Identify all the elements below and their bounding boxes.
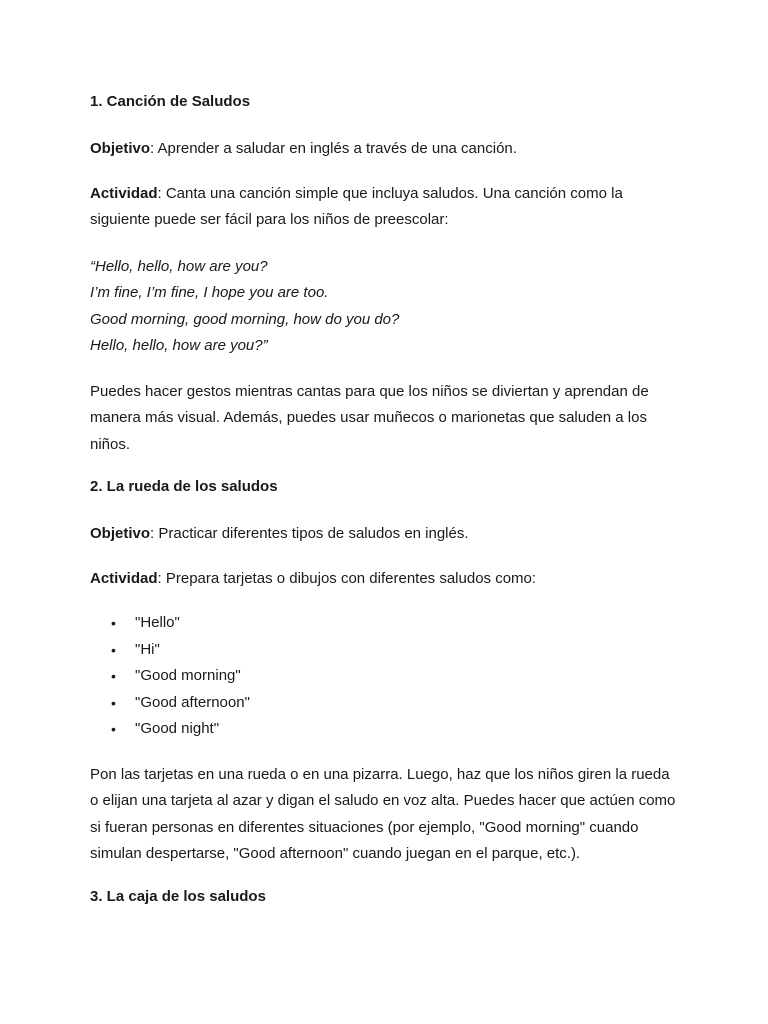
section-2-heading: 2. La rueda de los saludos bbox=[90, 478, 278, 495]
section-1-note: Puedes hacer gestos mientras cantas para que los niños se diviertan y aprendan de manera más visual. Además, puedes usar muñecos o marionetas que saluden a los niños. bbox=[90, 382, 649, 453]
list-item bbox=[90, 663, 682, 690]
section-2-objective bbox=[90, 521, 682, 548]
objective-text: : Practicar diferentes tipos de saludos en inglés. bbox=[150, 525, 469, 542]
bullet-icon: • bbox=[111, 668, 116, 684]
section-3-heading: 3. La caja de los saludos bbox=[90, 887, 266, 905]
list-item bbox=[90, 690, 682, 717]
song-lyrics bbox=[90, 254, 682, 360]
section-1-objective bbox=[90, 136, 682, 163]
objective-label: Objetivo bbox=[90, 140, 151, 157]
bullet-icon: • bbox=[111, 615, 116, 631]
greetings-list bbox=[90, 610, 682, 743]
document-body bbox=[90, 92, 682, 907]
section-2-note: Pon las tarjetas en una rueda o en una pizarra. Luego, haz que los niños giren la rueda o elijan una tarjeta al azar y digan el saludo en voz alta. Puedes hacer que actúen como si fueran personas en diferentes situaciones (por ejemplo, "Good morning" cuando simulan despertarse, "Good afternoon" cuando juegan en el parque, etc.). bbox=[90, 765, 676, 862]
objective-text: : Aprender a saludar en inglés a través de una canción. bbox=[150, 140, 517, 157]
list-item bbox=[90, 716, 682, 743]
greeting-text: "Hello" bbox=[135, 614, 180, 631]
greeting-text: "Good morning" bbox=[135, 667, 241, 684]
list-item bbox=[90, 637, 682, 664]
song-line: Hello, hello, how are you?” bbox=[90, 337, 268, 354]
section-2-activity bbox=[90, 566, 682, 593]
activity-text: : Prepara tarjetas o dibujos con diferentes saludos como: bbox=[157, 569, 537, 587]
section-1-activity bbox=[90, 181, 682, 234]
greeting-text: "Good afternoon" bbox=[135, 693, 250, 711]
activity-label: Actividad bbox=[90, 184, 158, 202]
bullet-icon: • bbox=[111, 694, 116, 711]
activity-label: Actividad bbox=[90, 569, 158, 587]
song-line: Good morning, good morning, how do you do? bbox=[90, 310, 400, 328]
song-line: “Hello, hello, how are you? bbox=[90, 257, 268, 275]
section-1-heading: 1. Canción de Saludos bbox=[90, 93, 251, 110]
list-item bbox=[90, 610, 682, 637]
greeting-text: "Hi" bbox=[135, 640, 160, 658]
bullet-icon: • bbox=[111, 721, 116, 737]
song-line: I’m fine, I’m fine, I hope you are too. bbox=[90, 284, 329, 301]
greeting-text: "Good night" bbox=[135, 720, 220, 737]
bullet-icon: • bbox=[111, 641, 116, 658]
objective-label: Objetivo bbox=[90, 525, 151, 542]
activity-text: : Canta una canción simple que incluya saludos. Una canción como la siguiente puede ser fácil para los niños de preescolar: bbox=[90, 184, 623, 228]
